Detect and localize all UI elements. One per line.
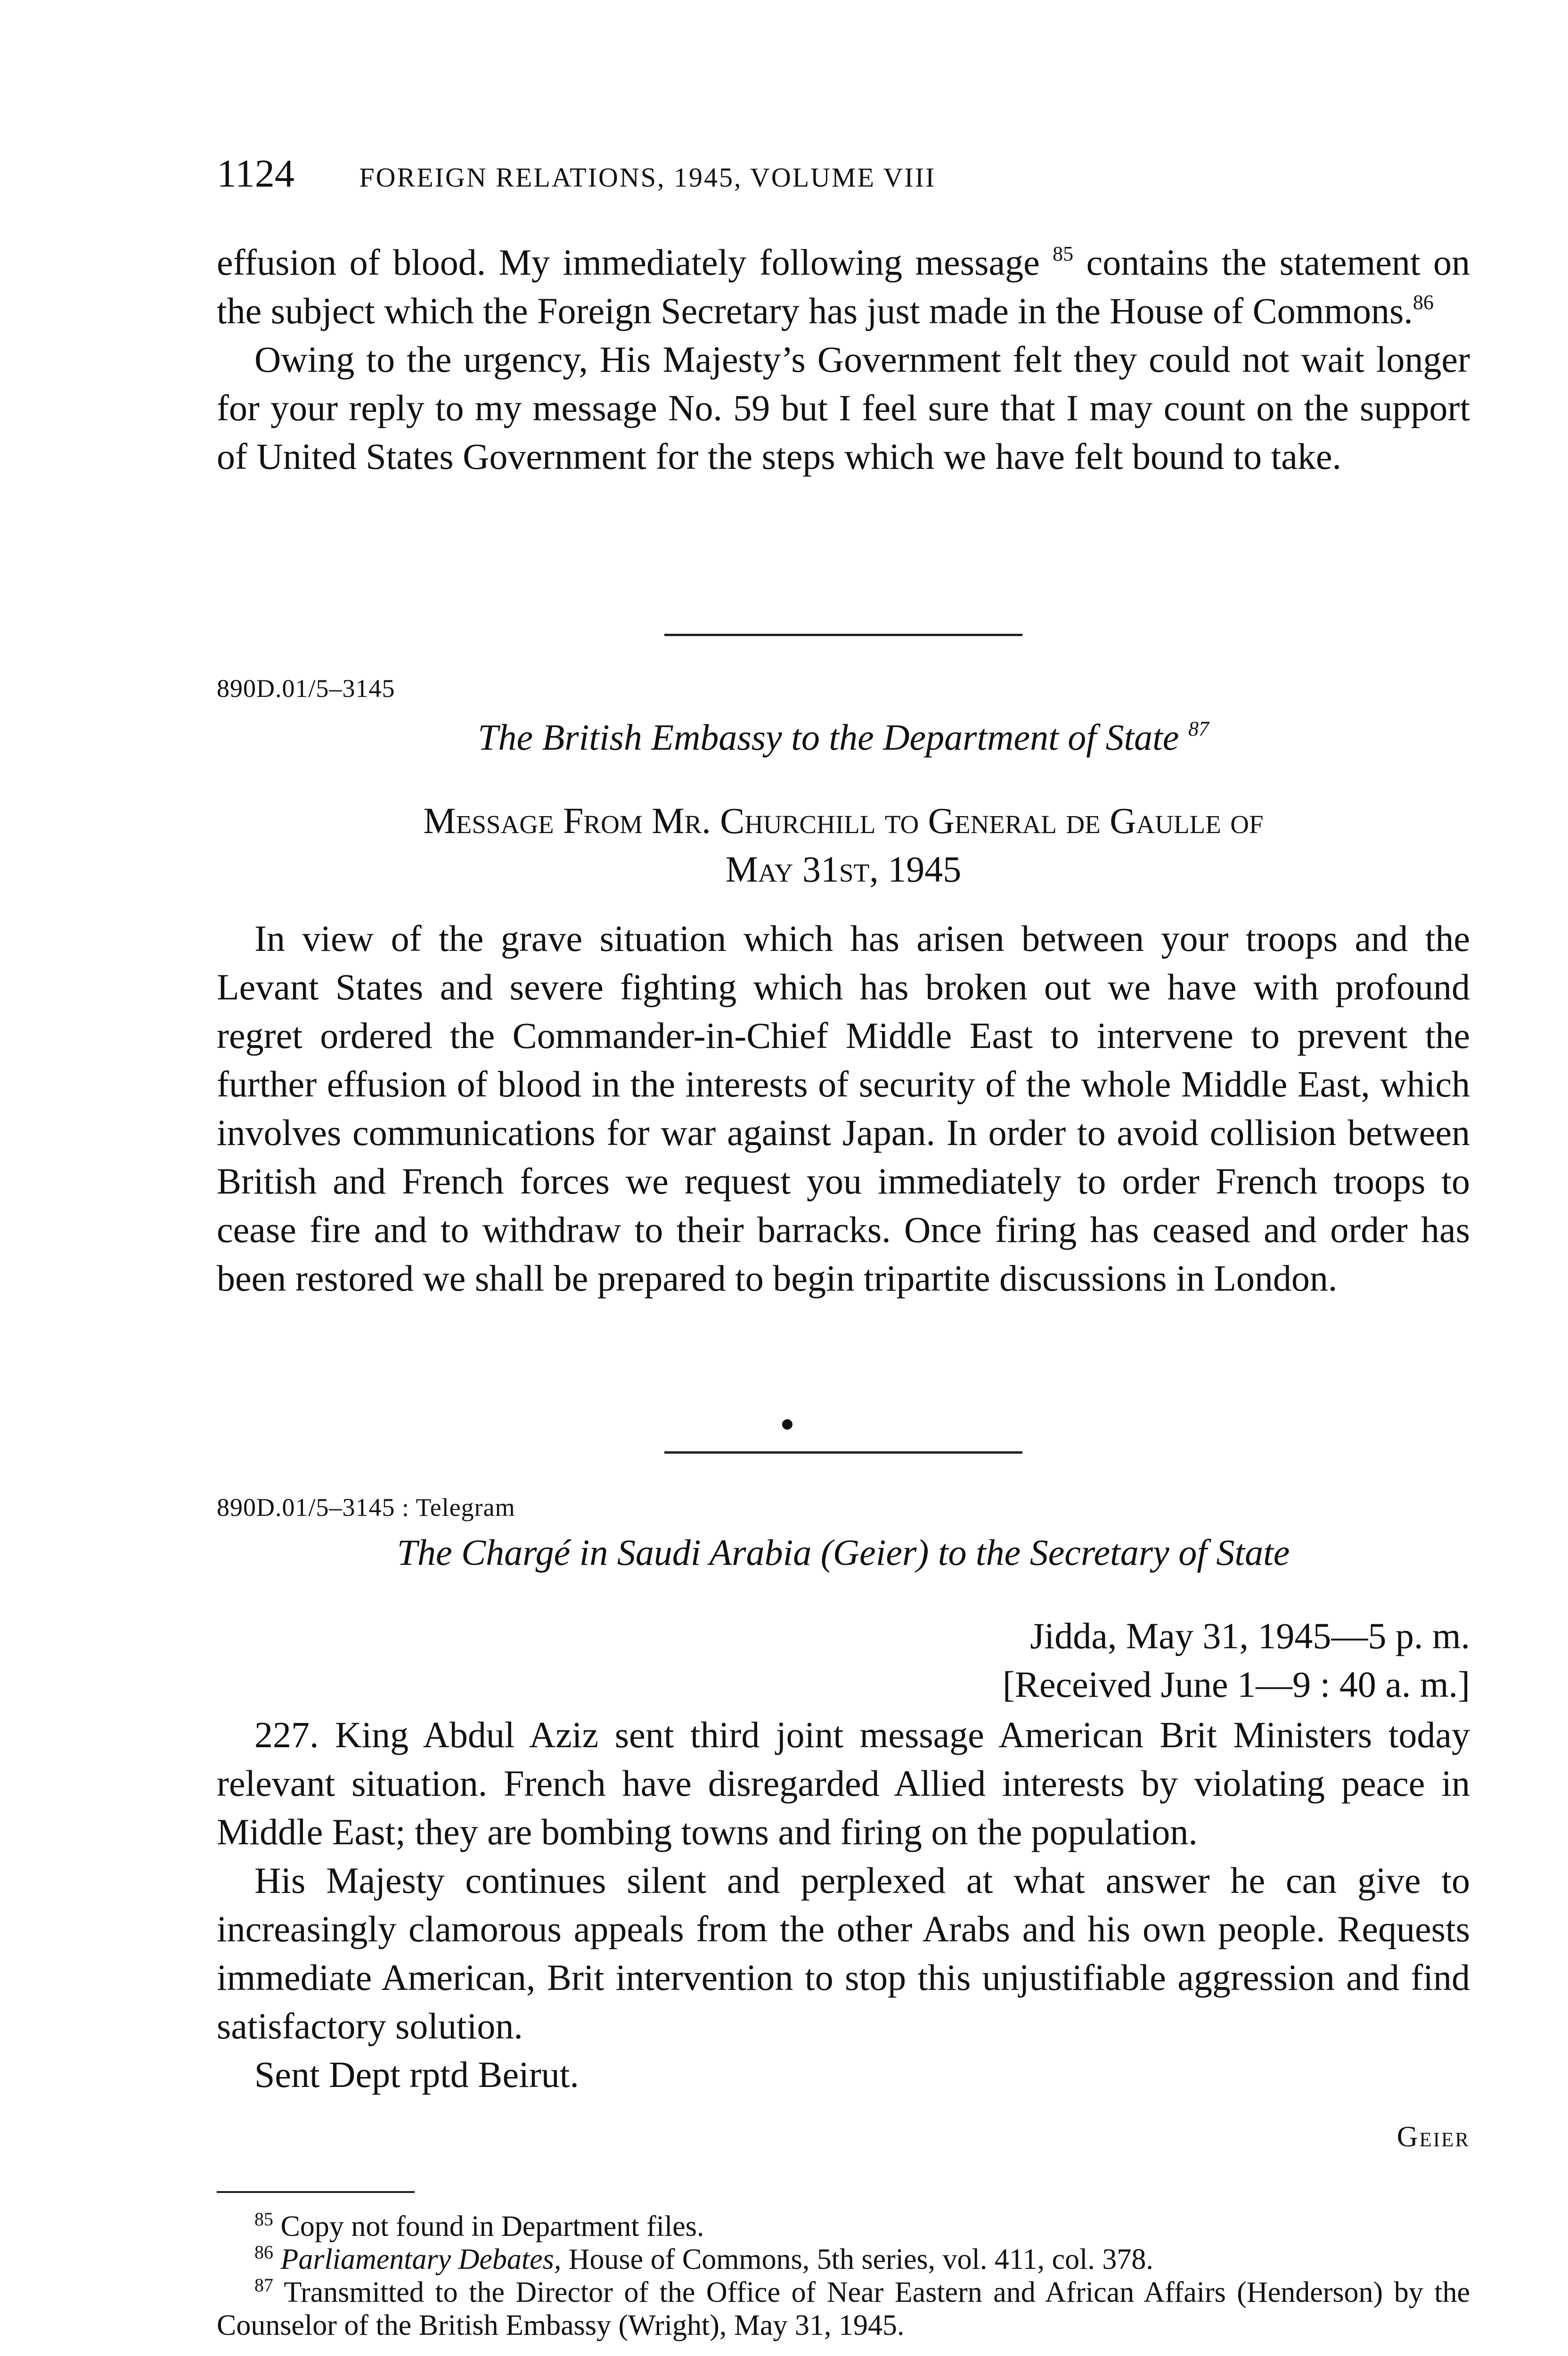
section-divider <box>664 1451 1022 1454</box>
document-title <box>217 716 1470 759</box>
signature: Geier <box>1396 2121 1470 2153</box>
footnote-number: 87 <box>254 2274 273 2296</box>
signature-block <box>217 2120 1470 2154</box>
document-2-title-block <box>217 1531 1470 1574</box>
footnote-ref-87: 87 <box>1188 717 1209 740</box>
subheading-line-1: Message From Mr. Churchill to General de Gaulle of <box>423 800 1264 841</box>
section-divider <box>664 634 1022 636</box>
running-head <box>217 151 1470 196</box>
footnote-number: 86 <box>254 2241 273 2263</box>
footnote-text: Transmitted to the Director of the Office of Near Eastern and African Affairs (Henderson) by the Counselor of the British Embassy (Wright), May 31, 1945. <box>217 2276 1470 2341</box>
footnote-italic-text: Parliamentary Debates, <box>280 2243 562 2275</box>
dateline <box>217 1612 1470 1660</box>
telegram-paragraph-1: 227. King Abdul Aziz sent third joint message American Brit Ministers today relevant situation. French have disregarded Allied interests by violating peace in Middle East; they are bombing towns and firing on the population. <box>217 1714 1470 1852</box>
footnote-divider <box>217 2191 415 2193</box>
footnote-86 <box>217 2243 1470 2276</box>
title-text: The British Embassy to the Department of State <box>478 717 1179 758</box>
footnote-text: Copy not found in Department files. <box>280 2210 704 2242</box>
footnote-ref-86: 86 <box>1413 291 1434 314</box>
document-1-title-block <box>217 716 1470 759</box>
received-line: [Received June 1—9 : 40 a. m.] <box>1002 1664 1470 1705</box>
telegram-paragraph-3: Sent Dept rptd Beirut. <box>254 2054 579 2095</box>
document-2 <box>217 1493 1470 1522</box>
footnote-87 <box>217 2276 1470 2342</box>
document-1 <box>217 674 1470 703</box>
continuation-paragraph-1 <box>217 238 1470 335</box>
running-title: FOREIGN RELATIONS, 1945, VOLUME VIII <box>359 162 936 193</box>
message-paragraph: In view of the grave situation which has arisen between your troops and the Levant States and severe fighting which has broken out we have with profound regret ordered the Commander-in-Chief Middle East to intervene to prevent the further effusion of blood in the interests of security of the whole Middle East, which involves communications for war against Japan. In order to avoid collision between British and French forces we request you immediately to order French troops to cease fire and to withdraw to their barracks. Once firing has ceased and order has been restored we shall be prepared to begin tripartite discussions in London. <box>217 918 1470 1299</box>
document-2-body <box>217 1710 1470 2099</box>
text-run: effusion of blood. My immediately following message <box>217 242 1040 283</box>
document-1-body <box>217 914 1470 1302</box>
document-1-subheading <box>217 796 1470 893</box>
continuation-section <box>217 238 1470 481</box>
dateline-text: Jidda, May 31, 1945—5 p. m. <box>1030 1615 1470 1656</box>
continuation-paragraph-2: Owing to the urgency, His Majesty’s Government felt they could not wait longer for your reply to my message No. 59 but I feel sure that I may count on the support of United States Government for the steps which we have felt bound to take. <box>217 339 1470 477</box>
subheading-line-2: May 31st, 1945 <box>725 849 962 890</box>
footnotes <box>217 2210 1470 2342</box>
footnote-ref-85: 85 <box>1053 242 1074 265</box>
footnote-number: 85 <box>254 2209 273 2230</box>
document-2-dateline <box>217 1612 1470 1709</box>
telegram-paragraph-2: His Majesty continues silent and perplexed at what answer he can give to increasingly clamorous appeals from the other Arabs and his own people. Requests immediate American, Brit intervention to stop this unjustifiable aggression and find satisfactory solution. <box>217 1860 1470 2046</box>
text-run: contains the statement on the subject which the Foreign Secretary has just made in the House of Commons. <box>217 242 1470 331</box>
print-mark <box>782 1419 792 1430</box>
footnote-text: House of Commons, 5th series, vol. 411, col. 378. <box>561 2243 1153 2275</box>
file-number: 890D.01/5–3145 <box>217 674 395 703</box>
document-title: The Chargé in Saudi Arabia (Geier) to the Secretary of State <box>397 1532 1290 1573</box>
file-number: 890D.01/5–3145 : Telegram <box>217 1493 515 1522</box>
footnote-85 <box>217 2210 1470 2243</box>
page-number: 1124 <box>217 152 294 196</box>
